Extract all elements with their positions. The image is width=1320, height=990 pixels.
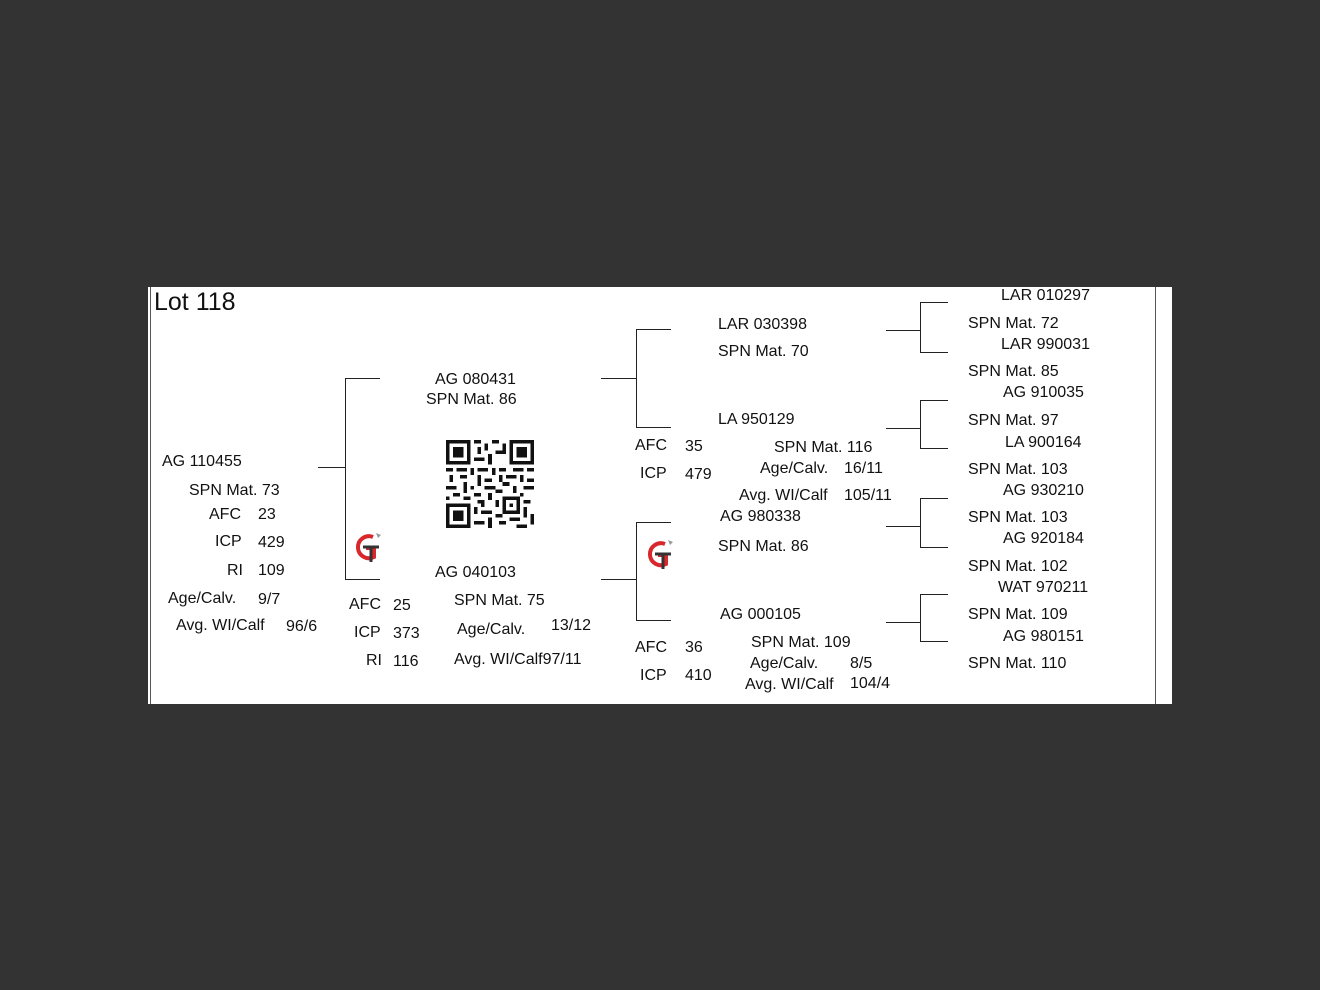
bracket-line: [636, 522, 671, 523]
sheet-left-border: [150, 287, 151, 704]
bracket-line: [920, 400, 948, 401]
animal-afc-value: 23: [258, 506, 276, 523]
sire-afc-value: 35: [685, 438, 703, 455]
animal-ri-label: RI: [227, 562, 243, 579]
bracket-line: [920, 400, 921, 449]
dam-age-label: Age/Calv.: [457, 621, 526, 638]
gen4-id: AG 930210: [1003, 482, 1084, 499]
dam-afc-label: AFC: [349, 596, 381, 613]
sire-sire-spn: SPN Mat. 70: [718, 343, 809, 360]
dam-wi: Avg. WI/Calf97/11: [454, 651, 582, 668]
bracket-line: [345, 378, 380, 379]
bracket-line: [920, 547, 948, 548]
bracket-line: [636, 329, 671, 330]
animal-spn: SPN Mat. 73: [189, 482, 280, 499]
bracket-line: [920, 594, 921, 642]
bracket-line: [636, 522, 637, 621]
animal-wi-value: 96/6: [286, 618, 318, 635]
bracket-line: [920, 594, 948, 595]
bracket-line: [886, 622, 920, 623]
sheet-right-border: [1155, 287, 1156, 704]
gen4-id: LAR 990031: [1001, 336, 1090, 353]
dam-dam-age-label: Age/Calv.: [750, 655, 819, 672]
bracket-line: [601, 579, 636, 580]
gen4-spn: SPN Mat. 109: [968, 606, 1068, 623]
gen4-id: LAR 010297: [1001, 287, 1090, 304]
animal-age-label: Age/Calv.: [168, 590, 237, 607]
dam-dam-icp-value: 410: [685, 667, 712, 684]
dam-spn: SPN Mat. 75: [454, 592, 545, 609]
bracket-line: [920, 641, 948, 642]
animal-icp-label: ICP: [215, 533, 242, 550]
dam-dam-afc-value: 36: [685, 639, 703, 656]
bracket-line: [345, 579, 380, 580]
dam-dam-age-value: 8/5: [850, 655, 873, 672]
dam-age-value: 13/12: [551, 617, 592, 634]
gen4-id: AG 920184: [1003, 530, 1084, 547]
qr-code-icon: [446, 440, 534, 528]
bracket-line: [318, 467, 345, 468]
dam-ri-label: RI: [366, 652, 382, 669]
dam-dam-spn: SPN Mat. 109: [751, 634, 851, 651]
sire-dam-id: LA 950129: [718, 411, 795, 428]
sire-icp-label: ICP: [640, 465, 667, 482]
animal-age-value: 9/7: [258, 591, 281, 608]
bracket-line: [920, 352, 948, 353]
dam-dam-id: AG 000105: [720, 606, 801, 623]
sire-spn: SPN Mat. 86: [426, 391, 517, 408]
animal-afc-label: AFC: [209, 506, 241, 523]
animal-icp-value: 429: [258, 534, 285, 551]
gen4-spn: SPN Mat. 72: [968, 315, 1059, 332]
dam-id: AG 040103: [435, 564, 516, 581]
bracket-line: [886, 526, 920, 527]
gen4-id: WAT 970211: [998, 579, 1089, 596]
bracket-line: [886, 330, 920, 331]
dam-dam-afc-label: AFC: [635, 639, 667, 656]
bracket-line: [920, 498, 948, 499]
gen4-spn: SPN Mat. 97: [968, 412, 1059, 429]
gt-breeder-logo-icon: [642, 536, 676, 574]
dam-dam-icp-label: ICP: [640, 667, 667, 684]
dam-ri-value: 116: [393, 653, 419, 670]
sire-dam-spn: SPN Mat. 116: [774, 439, 873, 456]
bracket-line: [920, 498, 921, 548]
sire-id: AG 080431: [435, 371, 516, 388]
dam-icp-label: ICP: [354, 624, 381, 641]
dam-sire-spn: SPN Mat. 86: [718, 538, 809, 555]
sire-dam-age-value: 16/11: [844, 460, 883, 477]
bracket-line: [636, 329, 637, 427]
gen4-spn: SPN Mat. 85: [968, 363, 1059, 380]
bracket-line: [345, 378, 346, 580]
gen4-id: AG 980151: [1003, 628, 1084, 645]
gen4-spn: SPN Mat. 102: [968, 558, 1068, 575]
gt-breeder-logo-icon: [350, 529, 384, 567]
bracket-line: [920, 302, 948, 303]
pedigree-sheet: [148, 287, 1172, 704]
sire-dam-wi-label: Avg. WI/Calf: [739, 487, 828, 504]
animal-id: AG 110455: [162, 453, 242, 470]
gen4-spn: SPN Mat. 103: [968, 461, 1068, 478]
dam-dam-wi-value: 104/4: [850, 675, 891, 692]
animal-ri-value: 109: [258, 562, 285, 579]
sire-dam-age-label: Age/Calv.: [760, 460, 829, 477]
gen4-id: AG 910035: [1003, 384, 1084, 401]
sire-sire-id: LAR 030398: [718, 316, 807, 333]
bracket-line: [601, 378, 636, 379]
lot-title: Lot 118: [154, 288, 236, 316]
bracket-line: [636, 427, 671, 428]
gen4-spn: SPN Mat. 103: [968, 509, 1068, 526]
dam-afc-value: 25: [393, 597, 411, 614]
dam-icp-value: 373: [393, 625, 420, 642]
sire-dam-wi-value: 105/11: [844, 487, 892, 504]
bracket-line: [636, 620, 671, 621]
gen4-spn: SPN Mat. 110: [968, 655, 1067, 672]
dam-sire-id: AG 980338: [720, 508, 801, 525]
sire-icp-value: 479: [685, 466, 712, 483]
animal-wi-label: Avg. WI/Calf: [176, 617, 265, 634]
bracket-line: [920, 448, 948, 449]
gen4-id: LA 900164: [1005, 434, 1082, 451]
bracket-line: [920, 302, 921, 353]
sire-afc-label: AFC: [635, 437, 667, 454]
dam-dam-wi-label: Avg. WI/Calf: [745, 676, 834, 693]
bracket-line: [886, 428, 920, 429]
